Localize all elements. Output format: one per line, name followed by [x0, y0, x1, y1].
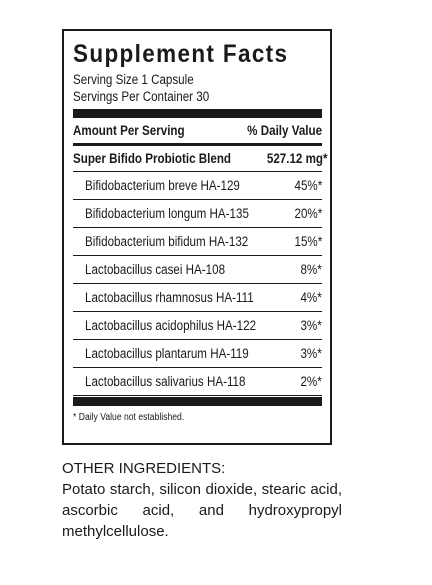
ingredient-dv: 8%* [300, 262, 322, 277]
ingredient-dv: 20%* [294, 206, 322, 221]
ingredient-name: Lactobacillus casei HA-108 [85, 262, 226, 277]
ingredient-name: Bifidobacterium longum HA-135 [85, 206, 249, 221]
column-header-row [73, 118, 322, 144]
divider-thick-bottom [73, 397, 322, 406]
ingredient-row [73, 256, 322, 284]
ingredient-dv: 2%* [300, 374, 322, 389]
ingredient-row [73, 228, 322, 256]
daily-value-footnote: * Daily Value not established. [73, 412, 185, 423]
blend-name: Super Bifido Probiotic Blend [73, 151, 232, 166]
ingredient-name: Bifidobacterium breve HA-129 [85, 178, 240, 193]
supplement-facts-panel [62, 29, 332, 445]
serving-size: Serving Size 1 Capsule [73, 72, 194, 87]
amount-header: Amount Per Serving [73, 123, 185, 138]
other-ingredients-section [62, 458, 342, 542]
ingredient-row [73, 368, 322, 396]
ingredient-name: Lactobacillus acidophilus HA-122 [85, 318, 257, 333]
daily-value-header: % Daily Value [247, 123, 322, 138]
ingredient-name: Lactobacillus rhamnosus HA-111 [85, 290, 254, 305]
other-ingredients-text: Potato starch, silicon dioxide, stearic acid, ascorbic acid, and hydroxypropyl methylcellulose. [62, 481, 342, 540]
ingredient-row [73, 284, 322, 312]
ingredient-row [73, 312, 322, 340]
ingredient-dv: 4%* [300, 290, 322, 305]
ingredient-row [73, 340, 322, 368]
ingredient-name: Lactobacillus plantarum HA-119 [85, 346, 249, 361]
panel-title: Supplement Facts [73, 40, 289, 68]
ingredient-name: Lactobacillus salivarius HA-118 [85, 374, 246, 389]
blend-row [73, 144, 328, 172]
divider-thick-top [73, 109, 322, 118]
ingredient-dv: 3%* [300, 346, 322, 361]
ingredient-row [73, 200, 322, 228]
blend-amount: 527.12 mg* [266, 151, 328, 166]
ingredient-dv: 15%* [294, 234, 322, 249]
ingredient-row [73, 172, 322, 200]
servings-per-container: Servings Per Container 30 [73, 89, 210, 104]
ingredient-dv: 45%* [294, 178, 322, 193]
ingredient-name: Bifidobacterium bifidum HA-132 [85, 234, 249, 249]
ingredient-dv: 3%* [300, 318, 322, 333]
other-ingredients-heading: OTHER INGREDIENTS: [62, 460, 226, 477]
